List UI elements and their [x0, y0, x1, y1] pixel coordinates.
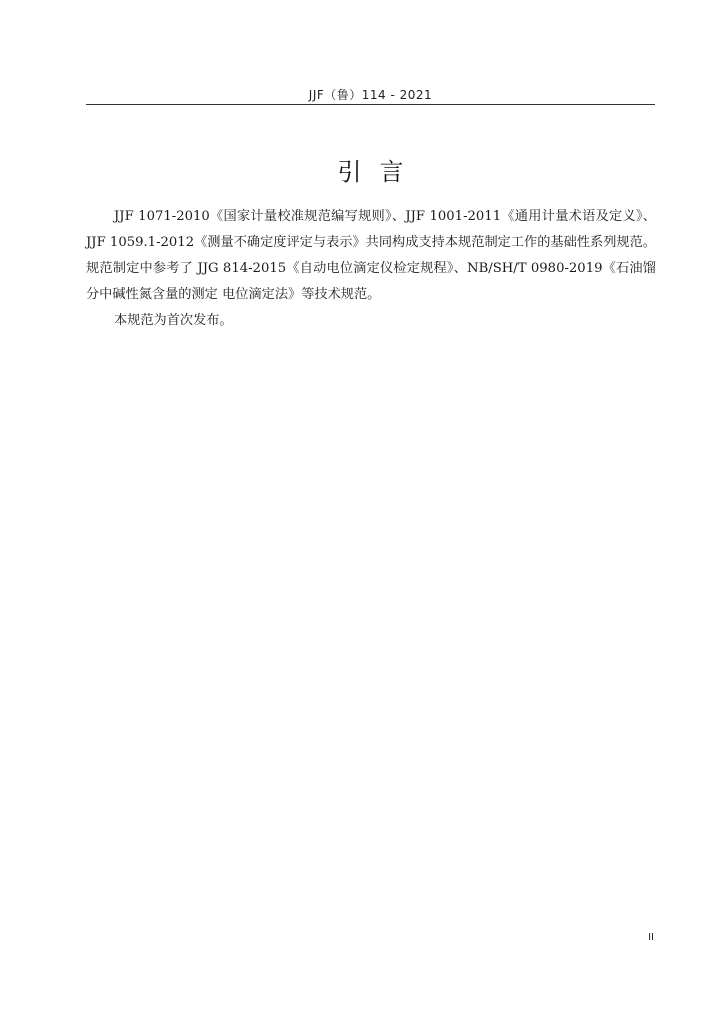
running-header: JJF（鲁）114 - 2021: [308, 88, 433, 102]
header-rule: [86, 104, 655, 105]
section-title: 引言: [337, 158, 422, 186]
page-number: II: [648, 932, 654, 943]
paragraph-1: JJF 1071-2010《国家计量校准规范编写规则》、JJF 1001-2011《通用计量术语及定义》、JJF 1059.1-2012《测量不确定度评定与表示》共同构成支持本规范制定工作的基础性系列规范。规范制定中参考了 JJG 814-2015《自动电位滴定仪检定规程》、NB/SH/T 0980-2019《石油馏分中碱性氮含量的测定 电位滴定法》等技术规范。: [86, 209, 656, 302]
paragraph-2: 本规范为首次发布。: [114, 313, 233, 328]
body-text: [86, 204, 656, 334]
